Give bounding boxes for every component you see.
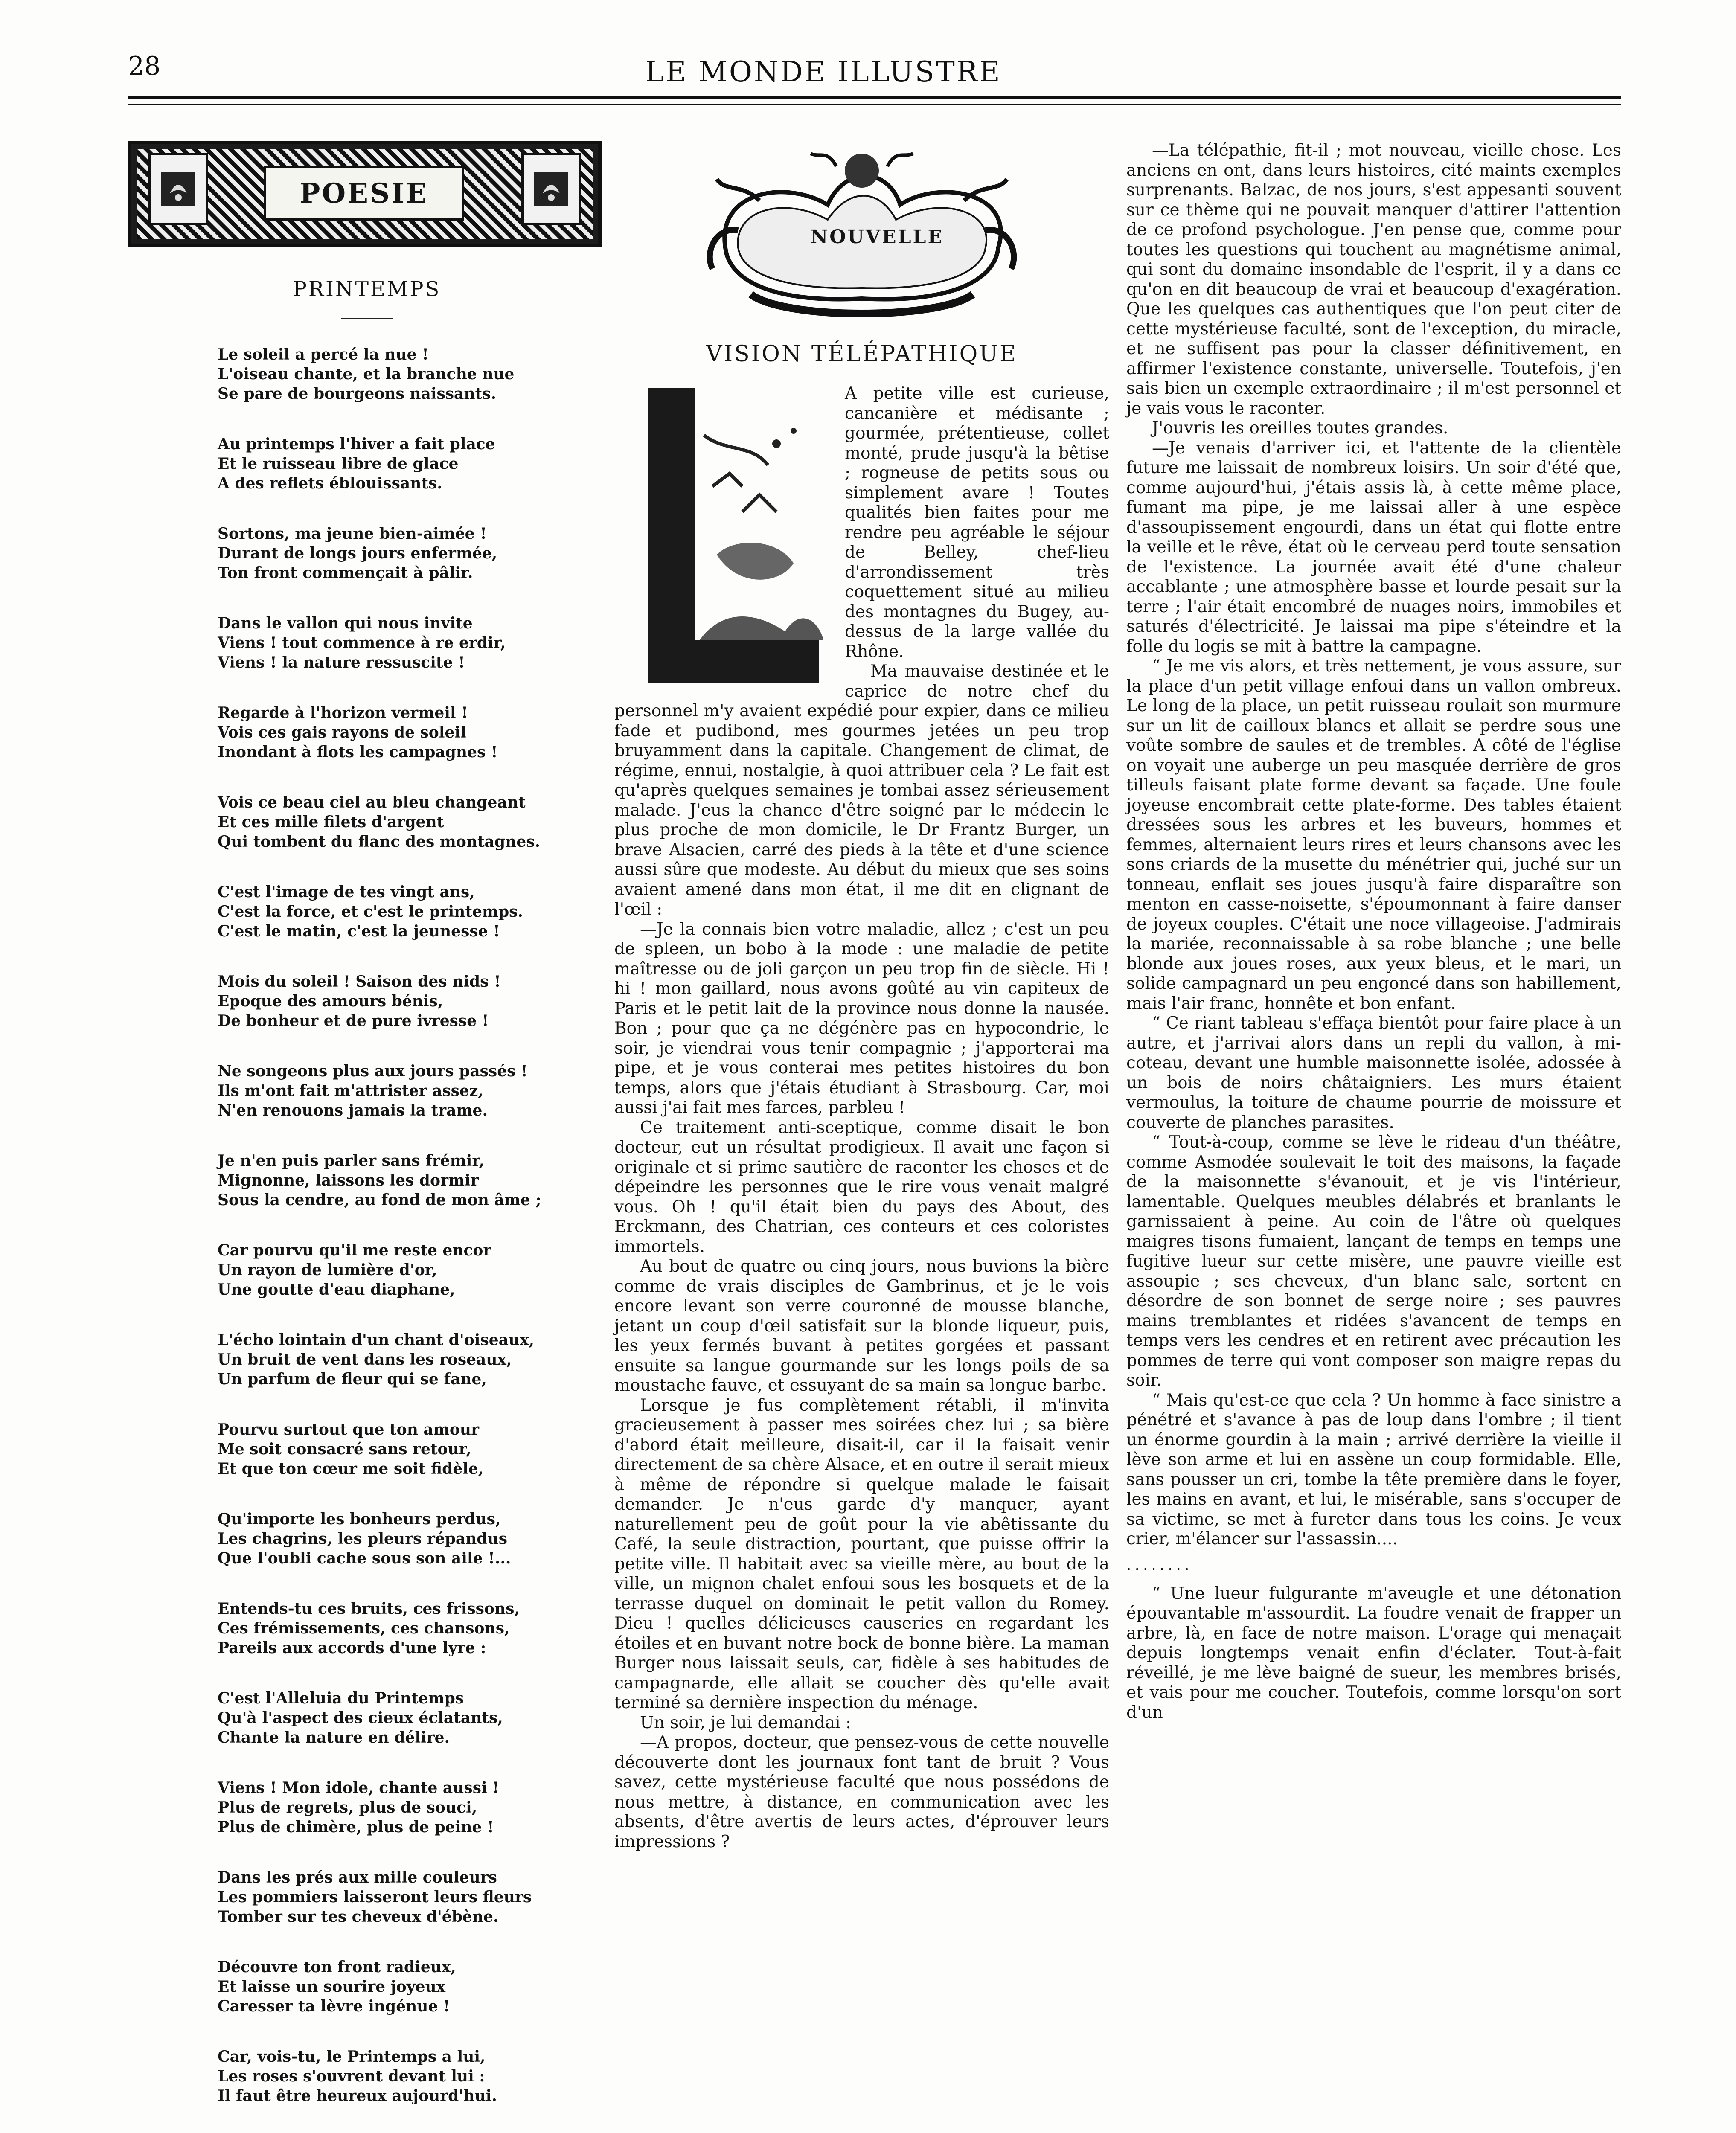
poem-verse: Me soit consacré sans retour,	[218, 1440, 471, 1458]
poem-verse: Regarde à l'horizon vermeil !	[218, 704, 468, 722]
poem-verse: Vois ces gais rayons de soleil	[218, 724, 466, 741]
poem-verse: N'en renouons jamais la trame.	[218, 1101, 488, 1119]
stanza-gap	[128, 1747, 606, 1778]
stanza-gap	[128, 1389, 606, 1420]
poem-verse: Il faut être heureux aujourd'hui.	[218, 2087, 497, 2105]
story-paragraph: —A propos, docteur, que pensez-vous de cette nouvelle découverte dont les journaux font tant de bruit ? Vous savez, cette mystérieuse faculté que nous possédons de nous mettre, à distance, en communication avec les absents, d'être avertis de leurs actes, d'éprouver leurs impressions ?	[614, 1733, 1109, 1851]
stanza-gap	[128, 404, 606, 434]
stanza-gap	[128, 1479, 606, 1509]
poem-verse: Car pourvu qu'il me reste encor	[218, 1241, 491, 1259]
poem-verse: Chante la nature en délire.	[218, 1729, 450, 1747]
poem-verse: Pareils aux accords d'une lyre :	[218, 1639, 486, 1657]
poem-verse: Qu'à l'aspect des cieux éclatants,	[218, 1709, 503, 1727]
story-paragraph: Au bout de quatre ou cinq jours, nous buvions la bière comme de vrais disciples de Gambrinus, et je le vois encore levant son verre couronné de mousse blanche, jetant un coup d'œil satisfait sur la blonde liqueur, puis, les yeux fermés buvant à petites gorgées et passant ensuite sa langue gourmande sur les longs poils de sa moustache fauve, et essuyant de sa main sa longue barbe.	[614, 1257, 1109, 1395]
poem-verse: Inondant à flots les campagnes !	[218, 743, 498, 761]
story-paragraph: “ Ce riant tableau s'effaça bientôt pour faire place à un autre, et j'arrivai alors dans un repli du vallon, à mi-coteau, devant une humble maisonnette isolée, adossée à un bois de noirs châtaigniers. Les murs étaient vermoulus, la toiture de chaume pourrie de moissure et couverte de planches parasites.	[1126, 1014, 1621, 1132]
poem-separator	[341, 318, 393, 319]
poem-verse: Caresser ta lèvre ingénue !	[218, 1997, 450, 2015]
poem-verse: Dans les prés aux mille couleurs	[218, 1869, 497, 1886]
header-rule	[128, 96, 1621, 99]
poem-stanza	[218, 703, 606, 762]
poem-verse: De bonheur et de pure ivresse !	[218, 1012, 489, 1030]
poem-verse: Je n'en puis parler sans frémir,	[218, 1152, 485, 1170]
stanza-gap	[128, 1658, 606, 1688]
story-paragraph: “ Une lueur fulgurante m'aveugle et une détonation épouvantable m'assourdit. La foudre venait de frapper un arbre, là, en face de notre maison. L'orage qui menaçait depuis longtemps venait enfin d'éclater. Tout-à-fait réveillé, je me lève baigné de sueur, les membres brisés, et vais pour me coucher. Toutefois, comme lorsqu'on sort d'un	[1126, 1584, 1621, 1722]
poem-title: PRINTEMPS	[293, 277, 441, 301]
poem-verse: Viens ! tout commence à re erdir,	[218, 634, 506, 652]
poem-verse: Et laisse un sourire joyeux	[218, 1978, 446, 1996]
stanza-gap	[128, 762, 606, 793]
dropcap-letter-l-icon	[640, 384, 832, 691]
stanza-gap	[128, 1568, 606, 1599]
poem-verse: Entends-tu ces bruits, ces frissons,	[218, 1600, 520, 1618]
stanza-gap	[128, 1031, 606, 1061]
ornamental-frame-icon	[148, 153, 208, 225]
story-paragraph: A petite ville est curieuse, cancanière et médisante ; gourmée, prétentieuse, collet monté, prude jusqu'à la bêtise ; rogneuse de petits sous ou simplement avare ! Toutes qualités bien faites pour me rendre peu agréable le séjour de Belley, chef-lieu d'arrondissement très coquettement situé au milieu des montagnes du Bugey, au-dessus de la large vallée du Rhône.	[845, 384, 1109, 661]
poem-verse: C'est le matin, c'est la jeunesse !	[218, 922, 500, 940]
poem-verse: C'est l'image de tes vingt ans,	[218, 883, 475, 901]
poem-verse: Une goutte d'eau diaphane,	[218, 1281, 455, 1299]
poem-stanza	[218, 2047, 606, 2106]
poem-verse: Qui tombent du flanc des montagnes.	[218, 833, 541, 851]
poem-stanza	[218, 1061, 606, 1120]
dropcap-illustration	[640, 384, 832, 691]
story-paragraph: J'ouvris les oreilles toutes grandes.	[1152, 418, 1448, 438]
poem-verse: Que l'oubli cache sous son aile !...	[218, 1549, 511, 1567]
poetry-banner-label: POESIE	[264, 166, 464, 221]
poem-verse: C'est l'Alleluia du Printemps	[218, 1689, 464, 1707]
poem-stanza	[218, 1778, 606, 1837]
poem-stanza	[218, 1509, 606, 1568]
poetry-column	[128, 141, 606, 2133]
story-title: VISION TÉLÉPATHIQUE	[706, 341, 1018, 367]
nouvelle-vignette	[700, 141, 1024, 324]
poem-verse: Car, vois-tu, le Printemps a lui,	[218, 2048, 486, 2066]
poem-stanza	[218, 972, 606, 1031]
poem-stanza	[218, 1688, 606, 1747]
poem-stanza	[218, 1241, 606, 1299]
poem-stanza	[218, 613, 606, 672]
poem-verse: Pourvu surtout que ton amour	[218, 1421, 479, 1438]
stanza-gap	[128, 2106, 606, 2133]
story-paragraph: —Je venais d'arriver ici, et l'attente de la clientèle future me laissait de nombreux loisirs. Un soir d'été que, comme aujourd'hui, j'étais assis là, à cette même place, fumant ma pipe, je me laissai aller à une espèce d'assoupissement engourdi, dans un état qui flotte entre la veille et le rêve, état où le cerveau perd toute sensation de l'existence. La journée avait été d'une chaleur accablante ; une atmosphère basse et lourde pesait sur la terre ; l'air était encombré de nuages noirs, immobiles et saturés d'électricité. Je laissai ma pipe s'éteindre et la folle du logis se mit à battre la campagne.	[1126, 438, 1621, 656]
story-paragraph: Lorsque je fus complètement rétabli, il m'invita gracieusement à passer mes soirées chez lui ; sa bière d'abord était meilleure, disait-il, car il la faisait venir directement de sa chère Alsace, et en outre il serait mieux à même de répondre si quelque malade le faisait demander. Je n'eus garde d'y manquer, ayant naturellement peu de goût pour la vie abêtissante du Café, la seule distraction, pourtant, que puisse offrir la petite ville. Il habitait avec sa vieille mère, au bout de la ville, un mignon chalet enfoui sous les bosquets et de la terrasse duquel on dominait le petit vallon du Romey. Dieu ! quelles délicieuses causeries en regardant les étoiles et en buvant notre bock de bonne bière. La maman Burger nous laissait seuls, car, fidèle à ses habitudes de campagnarde, elle allait se coucher dès qu'elle avait terminé sa dernière inspection du ménage.	[614, 1395, 1109, 1712]
poem-stanza	[218, 793, 606, 851]
poem-verse: Epoque des amours bénis,	[218, 992, 443, 1010]
poem-verse: Et le ruisseau libre de glace	[218, 455, 459, 473]
poem-verse: Et ces mille filets d'argent	[218, 813, 444, 831]
poem-verse: Durant de longs jours enfermée,	[218, 544, 497, 562]
poem-verse: Et que ton cœur me soit fidèle,	[218, 1460, 484, 1478]
poem-verse: Tomber sur tes cheveux d'ébène.	[218, 1908, 499, 1926]
poem-verse: Ils m'ont fait m'attrister assez,	[218, 1082, 483, 1100]
story-paragraph: “ Je me vis alors, et très nettement, je vous assure, sur la place d'un petit village enfoui dans un vallon ombreux. Le long de la place, un petit ruisseau roulait son murmure sur un lit de cailloux blancs et allait se perdre sous une voûte sombre de saules et de trembles. A côté de l'église on voyait une auberge un peu masquée derrière de gros tilleuls faisant plate forme devant sa façade. Une foule joyeuse encombrait cette plate-forme. Des tables étaient dressées sous les arbres et les buveurs, hommes et femmes, alternaient leurs rires et leurs chansons avec les sons criards de la musette du ménétrier qui, juché sur un tonneau, enflait ses joues jusqu'à faire disparaître son menton en casse-noisette, s'époumonnant à faire danser de joyeux couples. C'était une noce villageoise. J'admirais la mariée, reconnaissable à sa robe blanche ; une belle blonde aux joues roses, aux yeux bleus, et le mari, un solide campagnard un peu engoncé dans son habillement, mais l'air franc, honnête et bon enfant.	[1126, 657, 1621, 1013]
nouvelle-column	[614, 141, 1109, 1852]
poem-verse: Viens ! Mon idole, chante aussi !	[218, 1779, 499, 1797]
poem-verse: Au printemps l'hiver a fait place	[218, 435, 495, 453]
poem-verse: Le soleil a percé la nue !	[218, 346, 429, 363]
stanza-gap	[128, 583, 606, 613]
page-header	[0, 0, 1736, 115]
story-paragraph: Ce traitement anti-sceptique, comme disait le bon docteur, eut un résultat prodigieux. Il avait une façon si originale et si prime sautière de raconter les choses et de dépeindre les personnes que le rire vous venait malgré vous. Oh ! qu'il était bien du pays des About, des Erckmann, des Chatrian, ces conteurs et ces coloristes immortels.	[614, 1118, 1109, 1256]
header-rule-thin	[128, 104, 1621, 105]
poem-stanza	[218, 1599, 606, 1658]
poem-verse: L'oiseau chante, et la branche nue	[218, 365, 515, 383]
poem-verse: Se pare de bourgeons naissants.	[218, 385, 496, 403]
poem-stanza	[218, 1330, 606, 1389]
stanza-gap	[128, 1120, 606, 1151]
poem-verse: Vois ce beau ciel au bleu changeant	[218, 793, 526, 811]
poem-verse: Ne songeons plus aux jours passés !	[218, 1062, 528, 1080]
poetry-banner	[128, 141, 602, 247]
stanza-gap	[128, 2016, 606, 2047]
poem-verse: Qu'importe les bonheurs perdus,	[218, 1510, 501, 1528]
poem-verse: L'écho lointain d'un chant d'oiseaux,	[218, 1331, 535, 1349]
poem-stanza	[218, 1957, 606, 2016]
section-break-dots: ........	[1126, 1556, 1193, 1574]
story-paragraph: “ Mais qu'est-ce que cela ? Un homme à face sinistre a pénétré et s'avance à pas de loup dans l'ombre ; il tient un énorme gourdin à la main ; arrivé derrière la vieille il lève son arme et lui en assène un coup formidable. Elle, sans pousser un cri, tombe la tête première dans le foyer, les mains en avant, et lui, le misérable, sans s'occuper de sa victime, se met à fureter dans tous les coins. Je veux crier, m'élancer sur l'assassin....	[1126, 1390, 1621, 1549]
stanza-gap	[128, 1837, 606, 1868]
poem-verse: Sous la cendre, au fond de mon âme ;	[218, 1191, 541, 1209]
poem-verse: Les pommiers laisseront leurs fleurs	[218, 1888, 532, 1906]
story-paragraph: —Je la connais bien votre maladie, allez ; c'est un peu de spleen, un bobo à la mode : une maladie de petite maîtresse ou de joli garçon un peu trop fin de siècle. Hi ! hi ! mon gaillard, nous avons goûté au vin capiteux de Paris et le petit lait de la province nous donne la nausée. Bon ; pour que ça ne dégénère pas en hypocondrie, le soir, je viendrai vous tenir compagnie ; j'apporterai ma pipe, et je vous conterai mes petites histoires du bon temps, alors que j'étais étudiant à Strasbourg. Car, moi aussi j'ai fait mes farces, parbleu !	[614, 919, 1109, 1117]
poem-verse: Ces frémissements, ces chansons,	[218, 1619, 510, 1637]
poem-verse: Mignonne, laissons les dormir	[218, 1171, 479, 1189]
story-text-col2	[614, 384, 1109, 1852]
poem-verse: Dans le vallon qui nous invite	[218, 614, 473, 632]
stanza-gap	[128, 1210, 606, 1241]
stanza-gap	[128, 1927, 606, 1957]
poem-verse: Un parfum de fleur qui se fane,	[218, 1370, 487, 1388]
poem-body	[128, 345, 606, 2133]
poem-verse: Les chagrins, les pleurs répandus	[218, 1530, 507, 1548]
poem-stanza	[218, 882, 606, 941]
poem-verse: Mois du soleil ! Saison des nids !	[218, 973, 501, 991]
nouvelle-vignette-label: NOUVELLE	[811, 226, 944, 248]
story-paragraph: “ Tout-à-coup, comme se lève le rideau d'un théâtre, comme Asmodée soulevait le toit des maisons, la façade de la maisonnette s'évanouit, et je vis l'intérieur, lamentable. Quelques meubles délabrés et branlants le garnissaient à peine. Au coin de l'âtre où quelques maigres tisons fumaient, lançant de temps en temps une fugitive lueur sur cette misère, une pauvre vieille est assoupie ; ses cheveux, d'un blanc sale, sortent en désordre de son bonnet de serge noire ; ses pauvres mains tremblantes et ridées s'avancent de temps en temps vers les cendres et en retirent avec précaution les pommes de terre qui vont composer son maigre repas du soir.	[1126, 1133, 1621, 1390]
poem-stanza	[218, 1151, 606, 1210]
story-text-col3	[1126, 141, 1621, 1723]
poem-stanza	[218, 345, 606, 404]
story-paragraph: —La télépathie, fit-il ; mot nouveau, vieille chose. Les anciens en ont, dans leurs histoires, cité maints exemples surprenants. Balzac, de nos jours, s'est appesanti souvent sur ce thème qui ne pouvait manquer d'attirer l'attention de ce profond psychologue. J'en pense que, comme pour toutes les questions qui touchent au magnétisme animal, qui sont du domaine insondable de l'esprit, il y a dans ce qu'on en dit beaucoup de vrai et beaucoup d'exagération. Que les quelques cas authentiques que l'on peut citer de cette mystérieuse faculté, sont de l'exception, du miracle, et ne suffisent pas pour la classer définitivement, en affirmer l'existence constante, universelle. Toutefois, j'en sais bien un exemple extraordinaire ; il m'est personnel et je vais vous le raconter.	[1126, 141, 1621, 418]
page-number: 28	[128, 51, 161, 81]
story-paragraph: Un soir, je lui demandai :	[640, 1713, 852, 1732]
poem-verse: Ton front commençait à pâlir.	[218, 564, 473, 582]
poem-verse: C'est la force, et c'est le printemps.	[218, 903, 523, 921]
poem-verse: Plus de chimère, plus de peine !	[218, 1818, 494, 1836]
poem-stanza	[218, 1420, 606, 1479]
poem-verse: Viens ! la nature ressuscite !	[218, 654, 465, 671]
poem-verse: Plus de regrets, plus de souci,	[218, 1799, 477, 1816]
stanza-gap	[128, 493, 606, 524]
stanza-gap	[128, 941, 606, 972]
poem-verse: A des reflets éblouissants.	[218, 474, 442, 492]
poem-stanza	[218, 434, 606, 493]
stanza-gap	[128, 672, 606, 703]
story-col3-continuation	[1126, 1584, 1621, 1723]
poem-verse: Les roses s'ouvrent devant lui :	[218, 2067, 485, 2085]
poem-verse: Un bruit de vent dans les roseaux,	[218, 1351, 512, 1369]
masthead-title: LE MONDE ILLUSTRE	[645, 55, 1002, 88]
poem-verse: Sortons, ma jeune bien-aimée !	[218, 525, 487, 543]
poem-verse: Découvre ton front radieux,	[218, 1958, 456, 1976]
stanza-gap	[128, 1299, 606, 1330]
poem-stanza	[218, 1868, 606, 1927]
ornamental-frame-icon	[521, 153, 581, 225]
stanza-gap	[128, 851, 606, 882]
poem-stanza	[218, 524, 606, 583]
poem-verse: Un rayon de lumière d'or,	[218, 1261, 437, 1279]
story-col3-body	[1126, 141, 1621, 1549]
story-paragraph: Ma mauvaise destinée et le caprice de notre chef du personnel m'y avaient expédié pour expier, dans ce milieu fade et pudibond, mes gourmes jetées un peu trop bruyamment dans la capitale. Changement de climat, de régime, ennui, nostalgie, à quoi attribuer cela ? Le fait est qu'après quelques semaines je tombai assez sérieusement malade. J'eus la chance d'être soigné par le médecin le plus proche de mon domicile, le Dr Frantz Burger, un brave Alsacien, carré des pieds à la tête et d'une science aussi sûre que modeste. Au début du mieux que ses soins avaient amené dans mon état, il me dit en clignant de l'œil :	[614, 662, 1109, 919]
